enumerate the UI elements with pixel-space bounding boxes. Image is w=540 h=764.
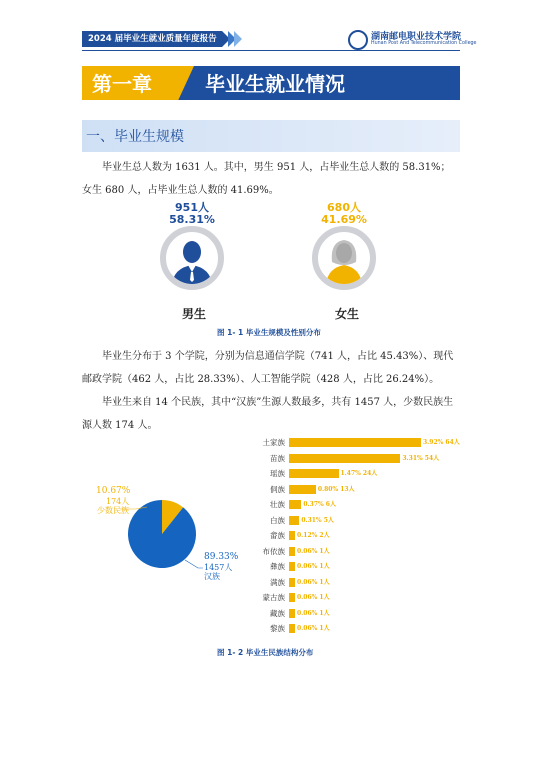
bar-category-label: 布依族 xyxy=(262,546,285,556)
bar xyxy=(289,485,316,494)
figure-caption-ethnic: 图 1- 2 毕业生民族结构分布 xyxy=(217,648,314,657)
bar-category-label: 满族 xyxy=(270,577,285,587)
bar xyxy=(289,516,299,525)
chapter-title: 毕业生就业情况 xyxy=(205,72,345,96)
bar-category-label: 藏族 xyxy=(270,608,285,618)
bar-value-label: 0.80% 13人 xyxy=(317,485,355,493)
bar-value-label: 3.92% 64人 xyxy=(423,439,460,446)
male-percent: 58.31% xyxy=(169,213,215,226)
section-title: 一、毕业生规模 xyxy=(86,129,184,145)
bar-category-label: 侗族 xyxy=(270,484,285,494)
bar-category-label: 黎族 xyxy=(270,624,285,633)
pie-label-minority-name: 少数民族 xyxy=(97,506,129,515)
bar xyxy=(289,593,295,602)
male-count: 951人 xyxy=(175,201,209,214)
bar-value-label: 0.06% 1人 xyxy=(297,578,330,586)
bar-category-label: 壮族 xyxy=(270,500,285,509)
bar xyxy=(289,500,301,509)
pie-label-han-count: 1457人 xyxy=(204,563,233,572)
bar xyxy=(289,454,400,463)
bar-value-label: 0.31% 5人 xyxy=(301,516,334,524)
pie-label-minority-percent: 10.67% xyxy=(96,486,131,496)
bar xyxy=(289,469,339,478)
bar-value-label: 0.37% 6人 xyxy=(303,501,336,508)
bar-category-label: 白族 xyxy=(270,515,285,525)
bar-value-label: 0.06% 1人 xyxy=(297,594,330,601)
report-title: 2024 届毕业生就业质量年度报告 xyxy=(88,34,217,44)
bar-value-label: 0.06% 1人 xyxy=(297,547,330,555)
school-name-en: Hunan Post And Telecommunication College xyxy=(371,41,477,46)
bar-value-label: 0.12% 2人 xyxy=(297,532,330,539)
bar xyxy=(289,578,295,587)
pie-label-han-name: 汉族 xyxy=(204,572,220,581)
bar xyxy=(289,609,295,618)
bar xyxy=(289,547,295,556)
paragraph-colleges: 毕业生分布于 3 个学院，分别为信息通信学院（741 人，占比 45.43%）、现代邮政学院（462 人，占比 28.33%）、人工智能学院（428 人，占比 26.24%）。 xyxy=(82,351,454,385)
bar-value-label: 0.06% 1人 xyxy=(297,563,330,570)
bar xyxy=(289,562,295,571)
paragraph-totals: 毕业生总人数为 1631 人。其中，男生 951 人，占毕业生总人数的 58.31%；女生 680 人，占毕业生总人数的 41.69%。 xyxy=(82,162,451,196)
bar-category-label: 苗族 xyxy=(270,453,285,463)
female-percent: 41.69% xyxy=(321,213,367,226)
bar xyxy=(289,531,295,540)
bar-category-label: 土家族 xyxy=(262,438,285,447)
bar-category-label: 畲族 xyxy=(270,531,285,540)
bar-value-label: 3.31% 54人 xyxy=(402,454,440,462)
paragraph-ethnicity: 毕业生来自 14 个民族，其中“汉族”生源人数最多，共有 1457 人，少数民族生源人数 174 人。 xyxy=(82,397,454,431)
school-name: 湖南邮电职业技术学院 xyxy=(371,32,462,42)
chapter-number: 第一章 xyxy=(92,72,152,96)
male-label: 男生 xyxy=(182,307,207,321)
pie-label-han-percent: 89.33% xyxy=(204,552,239,562)
bar-value-label: 0.06% 1人 xyxy=(297,625,330,632)
ethnicity-bar-chart xyxy=(235,438,475,638)
female-label: 女生 xyxy=(335,307,360,321)
female-count: 680人 xyxy=(327,201,361,214)
bar xyxy=(289,438,421,447)
figure-caption: 图 1- 1 毕业生规模及性别分布 xyxy=(217,328,321,337)
bar-value-label: 0.06% 1人 xyxy=(297,609,330,617)
bar-value-label: 1.47% 24人 xyxy=(340,470,378,477)
bar-category-label: 彝族 xyxy=(270,562,285,571)
bar-category-label: 瑶族 xyxy=(270,469,285,478)
pie-label-minority-count: 174人 xyxy=(106,497,130,506)
bar-category-label: 蒙古族 xyxy=(262,593,285,602)
bar xyxy=(289,624,295,633)
